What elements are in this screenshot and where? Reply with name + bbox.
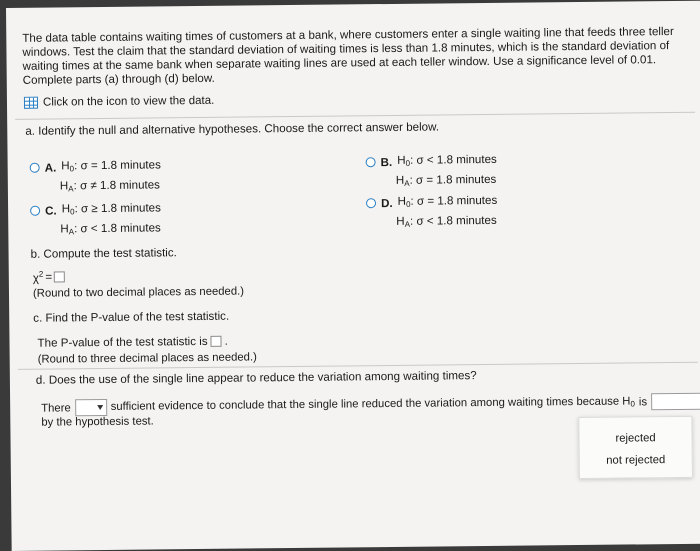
divider [15, 112, 695, 120]
option-d-radio[interactable] [366, 198, 376, 208]
option-b-h0: $H_0$: σ < 1.8 minutes [397, 152, 497, 168]
option-a-h0: $H_0$: σ = 1.8 minutes [61, 158, 161, 174]
p-value-input[interactable] [211, 336, 222, 347]
option-c-h0: $H_0$: σ ≥ 1.8 minutes [61, 201, 161, 217]
is-label: is [638, 395, 648, 408]
round-note-three-decimals: (Round to three decimal places as needed.) [37, 351, 257, 366]
chi-square-symbol: $\chi^2$ [32, 269, 44, 285]
option-b[interactable] [366, 151, 498, 192]
equals-sign: = [45, 270, 53, 284]
option-a-radio[interactable] [30, 163, 40, 173]
chevron-down-icon[interactable] [97, 405, 103, 410]
part-d-question: d. Does the use of the single line appear to reduce the variation among waiting times? [35, 369, 477, 387]
round-note-two-decimals: (Round to two decimal places as needed.) [32, 285, 245, 300]
option-c-letter: C. [45, 203, 57, 218]
test-statistic-input[interactable] [54, 271, 65, 282]
option-b-radio[interactable] [366, 157, 376, 167]
conclusion-middle-text: sufficient evidence to conclude that the single line reduced the variation among waiting times because $H_0$ [110, 395, 635, 413]
view-data-label[interactable]: Click on the icon to view the data. [42, 94, 215, 109]
conclusion-sentence [41, 393, 700, 417]
problem-statement: The data table contains waiting times of customers at a bank, where customers enter a single waiting line that feeds three teller windows. Test the claim that the standard deviation of waiting times is less than 1.8 minutes, which is the standard deviation of waiting times at the same bank when separate waiting lines are used at each teller window. Use a significance level of 0.01. Complete parts (a) through (d) below. [22, 25, 674, 87]
part-b-question: b. Compute the test statistic. [30, 246, 177, 261]
option-b-ha: $H_A$: σ = 1.8 minutes [395, 172, 497, 188]
option-b-letter: B. [380, 155, 393, 169]
conclusion-continuation: by the hypothesis test. [41, 415, 154, 429]
option-d-ha: $H_A$: σ < 1.8 minutes [396, 213, 497, 229]
test-statistic-row [33, 269, 65, 284]
option-d[interactable] [366, 192, 498, 233]
view-data-link[interactable] [24, 95, 214, 109]
evidence-dropdown[interactable] [75, 399, 107, 416]
part-c-question: c. Find the P-value of the test statistic. [33, 309, 230, 325]
option-c[interactable] [30, 199, 161, 240]
rejection-dropdown-menu [578, 416, 693, 479]
p-value-row [37, 335, 227, 350]
rejection-dropdown[interactable] [651, 393, 700, 411]
there-label: There [41, 401, 71, 415]
option-a-letter: A. [44, 160, 57, 175]
table-grid-icon[interactable] [24, 97, 38, 109]
p-value-period: . [224, 334, 228, 348]
part-a-question: a. Identify the null and alternative hypotheses. Choose the correct answer below. [25, 120, 440, 138]
option-d-letter: D. [380, 196, 393, 210]
option-c-ha: $H_A$: σ < 1.8 minutes [60, 221, 161, 237]
option-d-h0: $H_0$: σ = 1.8 minutes [397, 193, 498, 209]
option-a[interactable] [30, 156, 162, 197]
option-c-radio[interactable] [30, 206, 40, 216]
p-value-label: The P-value of the test statistic is [37, 334, 208, 350]
menu-option-not-rejected[interactable]: not rejected [606, 454, 666, 467]
question-page [6, 1, 700, 551]
option-a-ha: $H_A$: σ ≠ 1.8 minutes [59, 178, 161, 194]
menu-option-rejected[interactable]: rejected [615, 432, 656, 445]
